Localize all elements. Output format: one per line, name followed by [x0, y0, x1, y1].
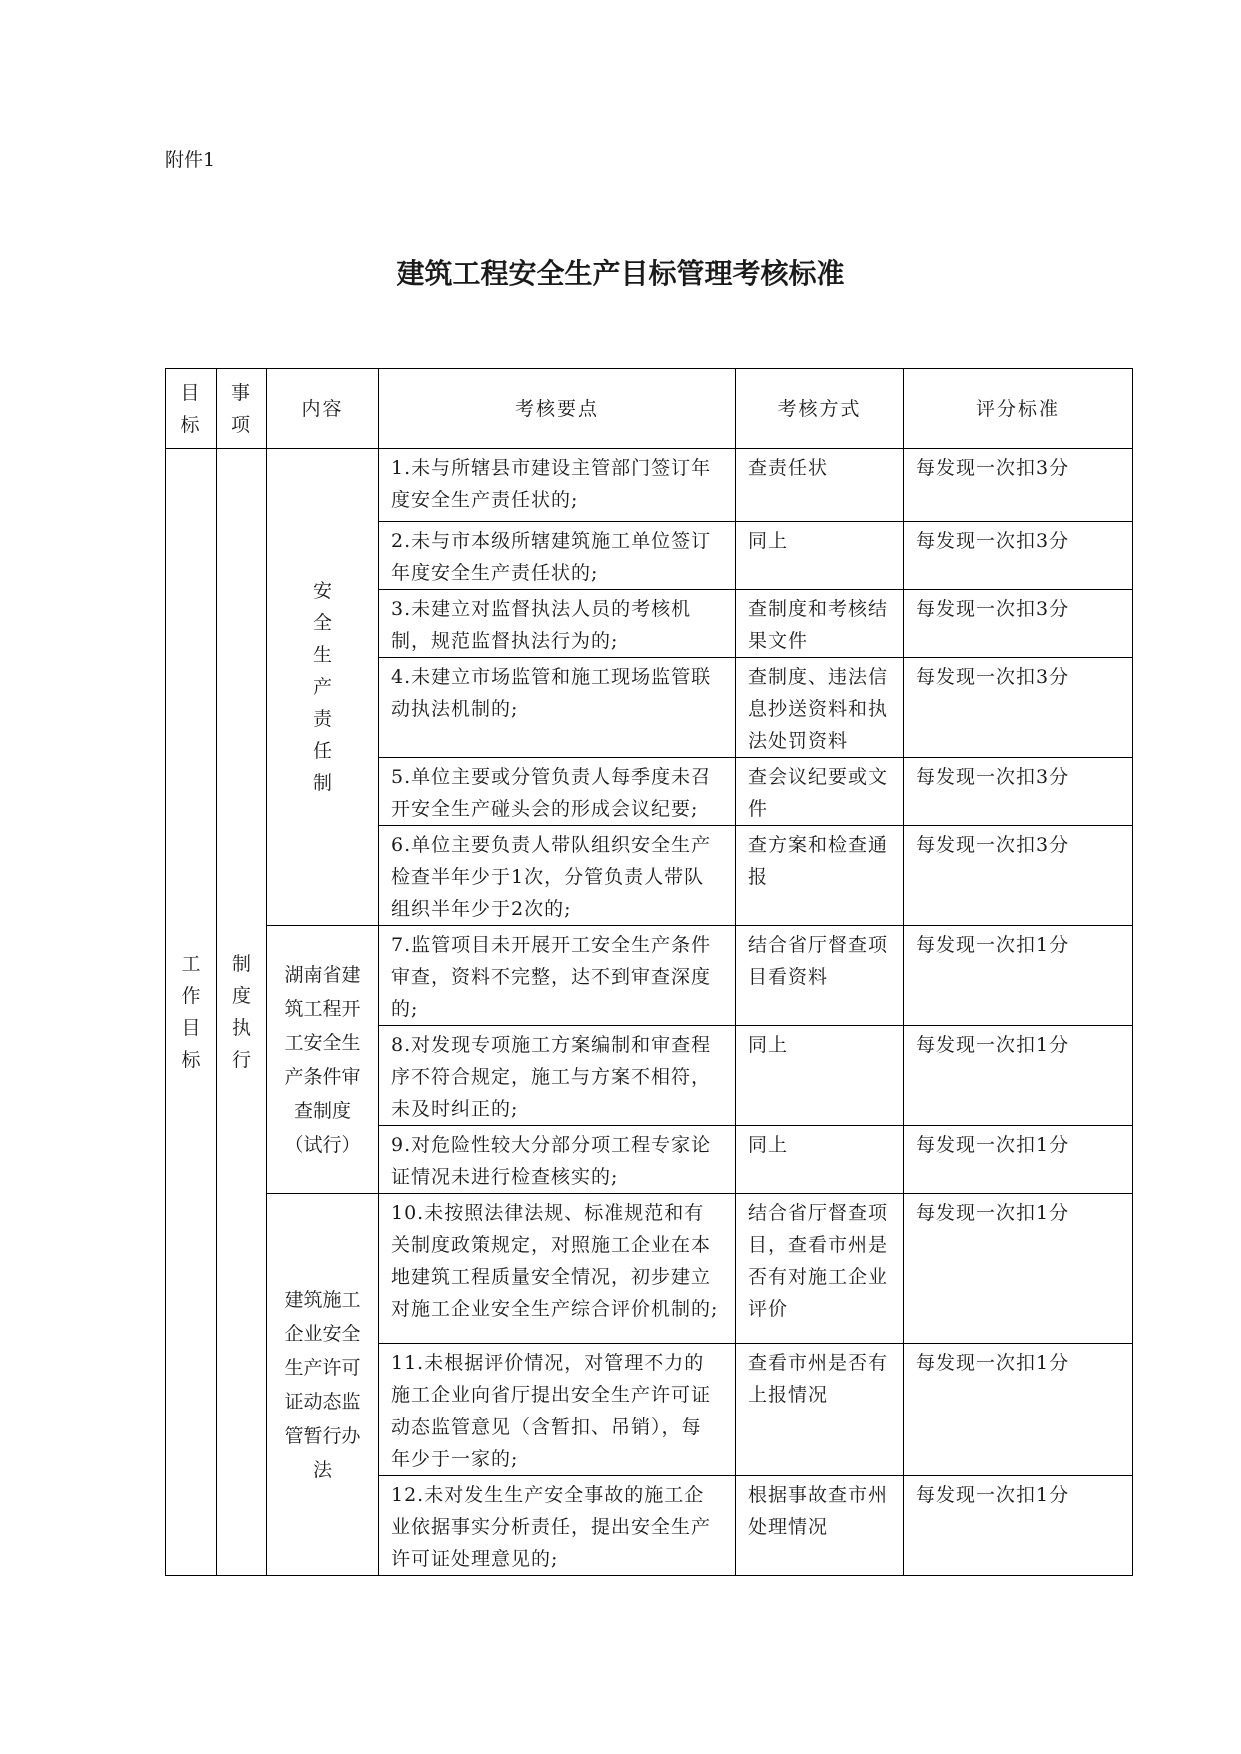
header-content: 内容: [267, 369, 379, 449]
method-cell: 查方案和检查通报: [736, 826, 904, 926]
method-cell: 查制度和考核结果文件: [736, 590, 904, 658]
document-title: 建筑工程安全生产目标管理考核标准: [396, 257, 845, 290]
method-cell: 查看市州是否有上报情况: [736, 1344, 904, 1476]
point-cell: 9.对危险性较大分部分项工程专家论证情况未进行检查核实的;: [379, 1126, 736, 1194]
score-cell: 每发现一次扣3分: [904, 826, 1133, 926]
goal-cell: 工作目标: [166, 449, 217, 1576]
method-cell: 同上: [736, 522, 904, 590]
attachment-label: 附件1: [165, 149, 216, 171]
method-cell: 查会议纪要或文件: [736, 758, 904, 826]
point-cell: 4.未建立市场监管和施工现场监管联动执法机制的;: [379, 658, 736, 758]
score-cell: 每发现一次扣3分: [904, 758, 1133, 826]
point-cell: 10.未按照法律法规、标准规范和有关制度政策规定，对照施工企业在本地建筑工程质量安全情况，初步建立对施工企业安全生产综合评价机制的;: [379, 1194, 736, 1344]
header-points: 考核要点: [379, 369, 736, 449]
header-item: 事项: [217, 369, 267, 449]
point-cell: 7.监管项目未开展开工安全生产条件审查，资料不完整，达不到审查深度的;: [379, 926, 736, 1026]
table-header-row: [166, 369, 1133, 449]
content-cell-responsibility: 安全生产责任制: [267, 449, 379, 926]
point-cell: 8.对发现专项施工方案编制和审查程序不符合规定，施工与方案不相符，未及时纠正的;: [379, 1026, 736, 1126]
score-cell: 每发现一次扣3分: [904, 449, 1133, 522]
score-cell: 每发现一次扣1分: [904, 1026, 1133, 1126]
method-cell: 同上: [736, 1026, 904, 1126]
header-method: 考核方式: [736, 369, 904, 449]
point-cell: 6.单位主要负责人带队组织安全生产检查半年少于1次，分管负责人带队组织半年少于2次的;: [379, 826, 736, 926]
point-cell: 1.未与所辖县市建设主管部门签订年度安全生产责任状的;: [379, 449, 736, 522]
content-cell-license-supervision: 建筑施工企业安全生产许可证动态监管暂行办法: [267, 1194, 379, 1576]
score-cell: 每发现一次扣1分: [904, 1126, 1133, 1194]
item-cell: 制度执行: [217, 449, 267, 1576]
point-cell: 12.未对发生生产安全事故的施工企业依据事实分析责任，提出安全生产许可证处理意见的;: [379, 1476, 736, 1576]
content-cell-startup-review: 湖南省建筑工程开工安全生产条件审查制度（试行）: [267, 926, 379, 1194]
method-cell: 查制度、违法信息抄送资料和执法处罚资料: [736, 658, 904, 758]
method-cell: 根据事故查市州处理情况: [736, 1476, 904, 1576]
point-cell: 2.未与市本级所辖建筑施工单位签订年度安全生产责任状的;: [379, 522, 736, 590]
score-cell: 每发现一次扣3分: [904, 658, 1133, 758]
header-goal: 目标: [166, 369, 217, 449]
point-cell: 11.未根据评价情况，对管理不力的施工企业向省厅提出安全生产许可证动态监管意见（含暂扣、吊销），每年少于一家的;: [379, 1344, 736, 1476]
table-row: [166, 1194, 1133, 1344]
score-cell: 每发现一次扣1分: [904, 1344, 1133, 1476]
method-cell: 结合省厅督查项目看资料: [736, 926, 904, 1026]
point-cell: 3.未建立对监督执法人员的考核机制，规范监督执法行为的;: [379, 590, 736, 658]
score-cell: 每发现一次扣3分: [904, 522, 1133, 590]
score-cell: 每发现一次扣1分: [904, 1194, 1133, 1344]
score-cell: 每发现一次扣3分: [904, 590, 1133, 658]
table-row: [166, 926, 1133, 1026]
method-cell: 同上: [736, 1126, 904, 1194]
method-cell: 结合省厅督查项目，查看市州是否有对施工企业评价: [736, 1194, 904, 1344]
table-row: [166, 449, 1133, 522]
method-cell: 查责任状: [736, 449, 904, 522]
score-cell: 每发现一次扣1分: [904, 1476, 1133, 1576]
assessment-table: [165, 368, 1133, 1576]
score-cell: 每发现一次扣1分: [904, 926, 1133, 1026]
point-cell: 5.单位主要或分管负责人每季度未召开安全生产碰头会的形成会议纪要;: [379, 758, 736, 826]
header-scoring: 评分标准: [904, 369, 1133, 449]
